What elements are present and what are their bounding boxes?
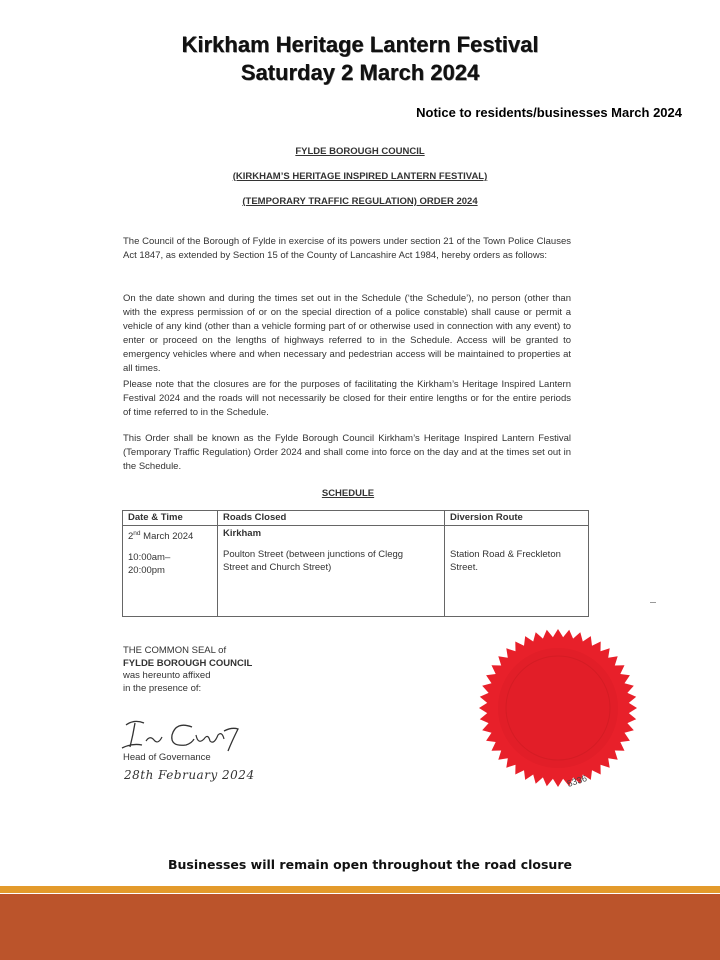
schedule-title: SCHEDULE [321, 488, 375, 499]
diversion-route: Station Road & Freckleton [450, 549, 561, 560]
roads-closed-cell [218, 526, 445, 617]
festival-heading: (KIRKHAM’S HERITAGE INSPIRED LANTERN FESTIVAL) [232, 171, 488, 182]
schedule-table [122, 510, 589, 617]
festival-title: Kirkham Heritage Lantern Festival [181, 32, 539, 57]
table-row [123, 526, 589, 617]
council-seal-icon [478, 628, 638, 788]
order-paragraph: Please note that the closures are for the purposes of facilitating the Kirkham’s Heritage Inspired Lantern Festival 2024 and the roads will not necessarily be closed for their entire lengths or for the entire periods of time referred to in the Schedule. [123, 379, 571, 418]
closure-date: 2nd March 2024 [128, 530, 194, 543]
diversion-cell [445, 526, 589, 617]
handwritten-signature [120, 715, 270, 755]
common-seal-statement: THE COMMON SEAL of FYLDE BOROUGH COUNCIL was hereunto affixed in the presence of: [123, 645, 253, 694]
footer-note: Businesses will remain open throughout the road closure [168, 857, 572, 872]
closure-time-end: 20:00pm [128, 565, 165, 577]
order-paragraph: This Order shall be known as the Fylde Borough Council Kirkham’s Heritage Inspired Lantern Festival (Temporary Traffic Regulation) Order 2024 and shall come into force on the day and at the times set out in the Schedule. [123, 433, 571, 472]
festival-date: Saturday 2 March 2024 [240, 60, 480, 85]
seal-number: 5336 [565, 773, 589, 789]
footer-stripe [0, 886, 720, 893]
order-paragraph: The Council of the Borough of Fylde in exercise of its powers under section 21 of the Town Police Clauses Act 1847, as extended by Section 15 of the County of Lancashire Act 1984, hereby orders as follows: [123, 236, 571, 261]
footer-bar [0, 894, 720, 960]
date-time-cell [123, 526, 218, 617]
column-header-roads: Roads Closed [218, 511, 445, 526]
signatory-role: Head of Governance [123, 752, 211, 763]
closure-time-start: 10:00am– [128, 552, 171, 564]
column-header-diversion: Diversion Route [445, 511, 589, 526]
road-description-cont: Street and Church Street) [223, 562, 332, 573]
road-description: Poulton Street (between junctions of Clegg [223, 549, 404, 560]
notice-label: Notice to residents/businesses March 2024 [416, 105, 682, 120]
signed-date: 28th February 2024 [124, 768, 255, 782]
regulation-heading: (TEMPORARY TRAFFIC REGULATION) ORDER 2024 [242, 196, 478, 207]
order-paragraph: On the date shown and during the times set out in the Schedule (‘the Schedule’), no person (other than with the express permission of or on the special direction of a police constable) shall cause or permit a vehicle of any kind (other than a vehicle forming part of or otherwise used in connection with any event) to enter or proceed on the lengths of highways referred to in the Schedule. Access will be granted to emergency vehicles where and when necessary and pedestrian access will be maintained to properties at all times. [123, 293, 571, 374]
town-name: Kirkham [223, 528, 262, 539]
diversion-route-cont: Street. [450, 562, 478, 573]
table-header-row [123, 511, 589, 526]
column-header-date: Date & Time [123, 511, 218, 526]
stray-mark [650, 602, 656, 603]
council-heading: FYLDE BOROUGH COUNCIL [295, 146, 425, 157]
